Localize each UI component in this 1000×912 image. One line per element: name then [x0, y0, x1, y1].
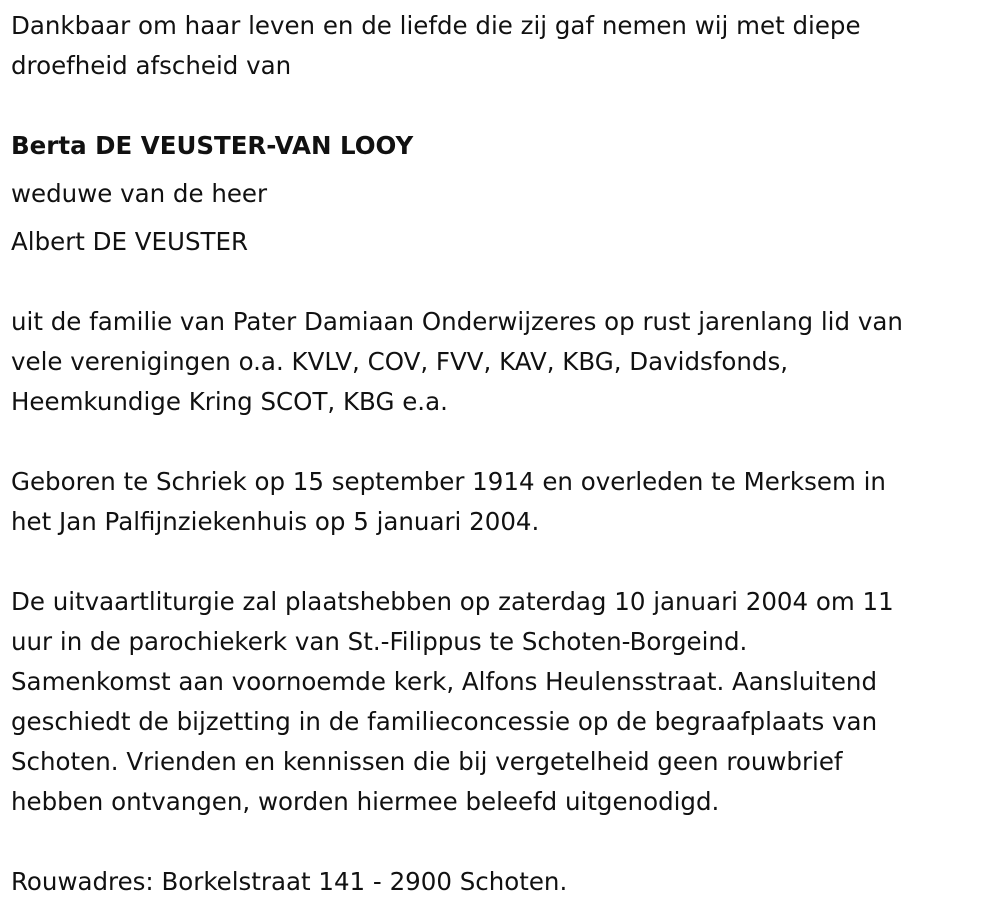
intro-text: Dankbaar om haar leven en de liefde die zij gaf nemen wij met diepe droefheid afscheid van: [11, 11, 861, 80]
mourning-address: Rouwadres: Borkelstraat 141 - 2900 Schoten.: [11, 867, 568, 896]
funeral-text: De uitvaartliturgie zal plaatshebben op zaterdag 10 januari 2004 om 11 uur in de parochiekerk van St.-Filippus te Schoten-Borgeind. Samenkomst aan voornoemde kerk, Alfons Heulensstraat. Aansluitend geschiedt de bijzetting in de familieconcessie op de begraafplaats van Schoten. Vrienden en kennissen die bij vergetelheid geen rouwbrief hebben ontvangen, worden hiermee beleefd uitgenodigd.: [11, 587, 894, 816]
spacer: [11, 822, 1000, 862]
biography-text: uit de familie van Pater Damiaan Onderwijzeres op rust jarenlang lid van vele verenigingen o.a. KVLV, COV, FVV, KAV, KBG, Davidsfonds, Heemkundige Kring SCOT, KBG e.a.: [11, 307, 903, 416]
birth-death-text: Geboren te Schriek op 15 september 1914 en overleden te Merksem in het Jan Palfijnziekenhuis op 5 januari 2004.: [11, 467, 886, 536]
spacer: [11, 262, 1000, 302]
widow-line: weduwe van de heer: [11, 179, 268, 208]
husband-name: Albert DE VEUSTER: [11, 227, 248, 256]
spacer: [11, 422, 1000, 462]
spacer: [11, 542, 1000, 582]
spacer: [11, 86, 1000, 126]
deceased-name: Berta DE VEUSTER-VAN LOOY: [11, 131, 414, 160]
